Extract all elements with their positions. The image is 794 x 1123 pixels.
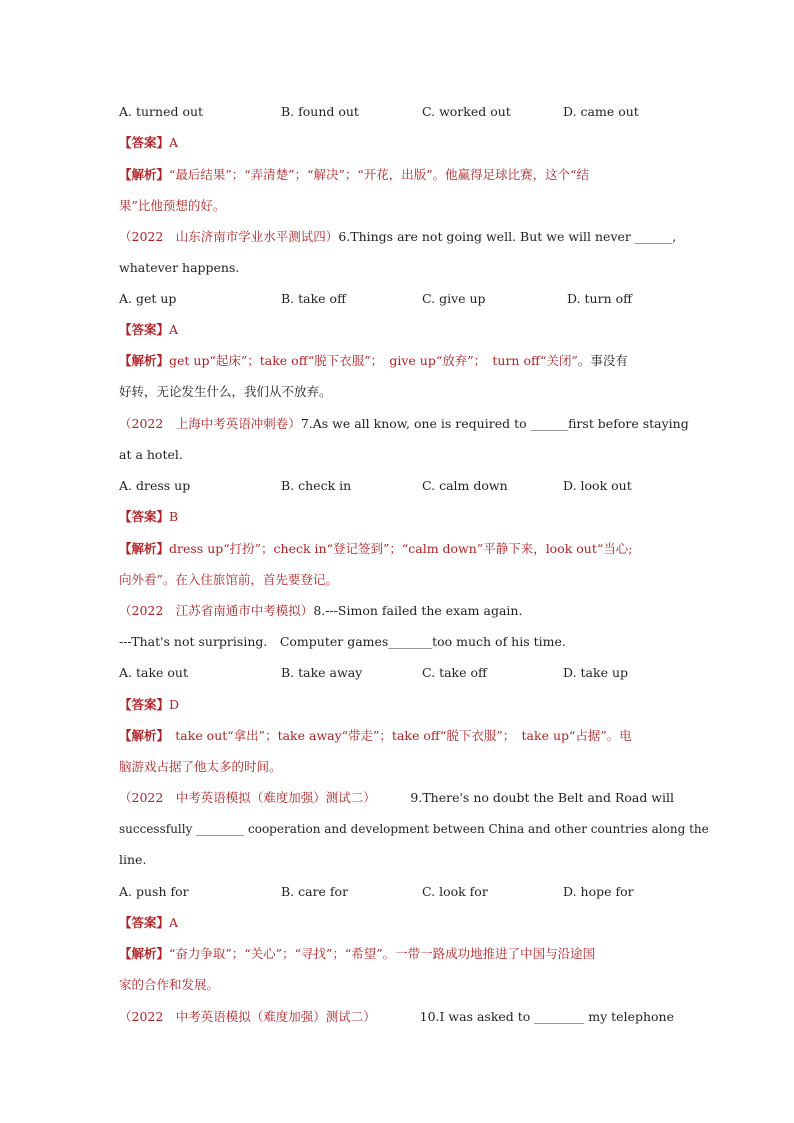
question-text: 8.---Simon failed the exam again. (313, 603, 523, 618)
question-text: 10.I was asked to ________ my telephone (419, 1009, 674, 1024)
question-stem (119, 1008, 674, 1026)
explanation-tag: 【解析】 (119, 353, 170, 368)
explanation-line (119, 540, 633, 558)
answer-tag: 【答案】 (119, 509, 170, 524)
question-text: at a hotel. (119, 447, 183, 462)
explanation-text: 果”比他预想的好。 (119, 198, 226, 213)
explanation-text: 好转，无论发生什么，我们从不放弃。 (119, 384, 332, 399)
option-d: D. came out (563, 104, 639, 119)
explanation-text: 家的合作和发展。 (119, 977, 220, 992)
option-c: C. calm down (422, 478, 508, 493)
answer-line (119, 321, 178, 339)
explanation-line (119, 727, 632, 745)
question-source: （2022 山东济南市学业水平测试四） (119, 229, 339, 244)
explanation-line (119, 352, 628, 370)
option-b: B. found out (281, 104, 359, 119)
option-a: A. dress up (119, 478, 191, 493)
answer-tag: 【答案】 (119, 915, 170, 930)
question-stem (119, 415, 689, 433)
explanation-text: 脑游戏占据了他太多的时间。 (119, 759, 282, 774)
explanation-text: “放弃” (435, 353, 474, 368)
option-a: A. turned out (119, 104, 204, 119)
explanation-text: ；take off (247, 353, 308, 368)
explanation-tag: 【解析】 (119, 728, 163, 743)
question-text: 7.As we all know, one is required to ______first before staying (300, 416, 689, 431)
option-b: B. take away (281, 665, 363, 680)
explanation-text: “脱下衣服” (307, 353, 371, 368)
explanation-text: 向外看”。在入住旅馆前，首先要登记。 (119, 572, 338, 587)
answer-value: A (169, 322, 179, 337)
question-source: （2022 江苏省南通市中考模拟） (119, 603, 314, 618)
question-text: 6.Things are not going well. But we will never ______, (338, 229, 677, 244)
question-stem (119, 228, 677, 246)
question-text: ---That's not surprising. Computer games_______too much of his time. (119, 634, 566, 649)
option-d: D. hope for (563, 884, 634, 899)
option-b: B. take off (281, 291, 346, 306)
question-stem (119, 602, 522, 620)
question-source: （2022 上海中考英语冲刺卷） (119, 416, 301, 431)
option-a: A. push for (119, 884, 189, 899)
question-text: successfully ________ cooperation and development between China and other countries along the (119, 822, 709, 836)
question-text: whatever happens. (119, 260, 240, 275)
explanation-line (119, 166, 589, 184)
option-d: D. turn off (567, 291, 633, 306)
answer-line (119, 696, 179, 714)
explanation-text: “关闭” (540, 353, 578, 368)
explanation-tag: 【解析】 (119, 167, 170, 182)
answer-line (119, 914, 178, 932)
explanation-text: 。事没有 (577, 353, 628, 368)
question-text: 9.There's no doubt the Belt and Road will (410, 790, 674, 805)
question-stem (119, 789, 674, 807)
explanation-tag: 【解析】 (119, 541, 170, 556)
explanation-text: ； give up (370, 353, 436, 368)
explanation-text: get up (169, 353, 210, 368)
option-a: A. get up (119, 291, 177, 306)
option-d: D. take up (563, 665, 628, 680)
option-c: C. take off (422, 665, 487, 680)
answer-tag: 【答案】 (119, 322, 170, 337)
explanation-line (119, 945, 595, 963)
explanation-text: take out“拿出”；take away“带走”；take off“脱下衣服”； take up“占据”。电 (162, 728, 632, 743)
answer-value: B (169, 509, 179, 524)
answer-line (119, 508, 178, 526)
option-c: C. worked out (422, 104, 511, 119)
explanation-text: dress up“打扮”；check in“登记签到”；“calm down”平静下来，look out“当心; (169, 541, 633, 556)
option-c: C. give up (422, 291, 486, 306)
explanation-text: “起床” (209, 353, 248, 368)
option-b: B. care for (281, 884, 349, 899)
answer-tag: 【答案】 (119, 135, 170, 150)
explanation-text: “最后结果”；“弄清楚”；“解决”；“开花，出版”。他赢得足球比赛，这个“结 (169, 167, 590, 182)
explanation-text: ； turn off (473, 353, 541, 368)
answer-value: A (169, 135, 179, 150)
explanation-tag: 【解析】 (119, 946, 170, 961)
answer-tag: 【答案】 (119, 697, 170, 712)
answer-line (119, 134, 178, 152)
question-source: （2022 中考英语模拟（难度加强）测试二） (119, 790, 376, 805)
option-d: D. look out (563, 478, 632, 493)
option-c: C. look for (422, 884, 488, 899)
question-text: line. (119, 852, 147, 867)
answer-value: D (169, 697, 180, 712)
question-source: （2022 中考英语模拟（难度加强）测试二） (119, 1009, 376, 1024)
option-a: A. take out (119, 665, 188, 680)
answer-value: A (169, 915, 179, 930)
option-b: B. check in (281, 478, 352, 493)
explanation-text: “奋力争取”；“关心”；“寻找”；“希望”。一带一路成功地推进了中国与沿途国 (169, 946, 596, 961)
